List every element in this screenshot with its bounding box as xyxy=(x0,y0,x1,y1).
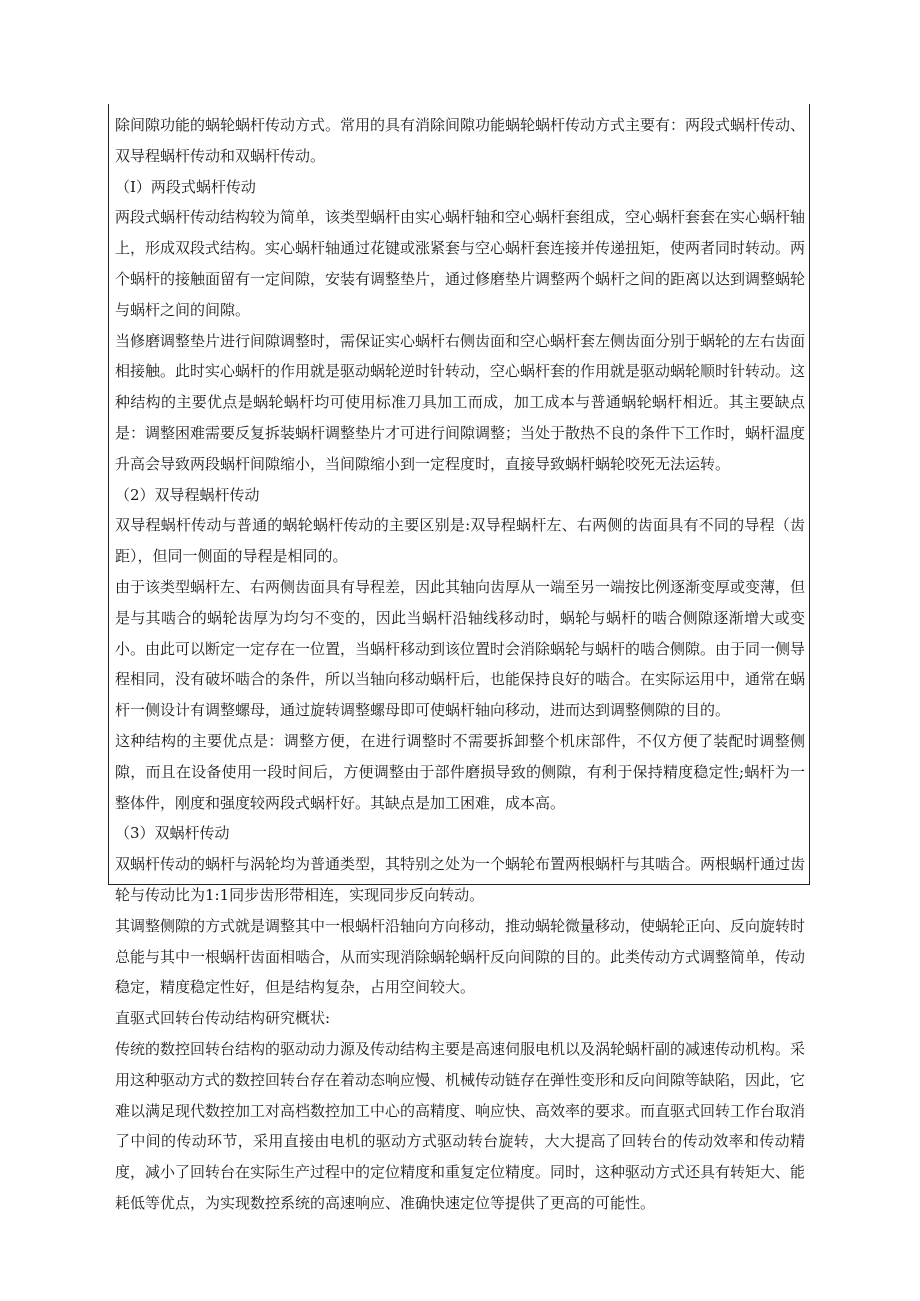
heading-dual-lead-worm: （2）双导程蜗杆传动 xyxy=(115,485,260,504)
paragraph-dual-lead-difference: 双导程蜗杆传动与普通的蜗轮蜗杆传动的主要区别是:双导程蜗杆左、右两侧的齿面具有不同的导程（齿距），但同一侧面的导程是相同的。 xyxy=(115,516,805,566)
heading-two-segment-worm: （I）两段式蜗杆传动 xyxy=(115,177,256,196)
heading-direct-drive-overview: 直驱式回转台传动结构研究概状: xyxy=(115,1009,331,1028)
document-table-cell xyxy=(108,104,810,1212)
paragraph-double-worm-adjustment: 其调整侧隙的方式就是调整其中一根蜗杆沿轴向方向移动，推动蜗轮微量移动，使蜗轮正向、反向旋转时总能与其中一根蜗杆齿面相啮合，从而实现消除蜗轮蜗杆反向间隙的目的。此类传动方式调整简单，传动稳定，精度稳定性好，但是结构复杂，占用空间较大。 xyxy=(115,916,806,997)
heading-double-worm: （3）双蜗杆传动 xyxy=(115,824,230,843)
paragraph-intro: 除间隙功能的蜗轮蜗杆传动方式。常用的具有消除间隙功能蜗轮蜗杆传动方式主要有：两段式蜗杆传动、双导程蜗杆传动和双蜗杆传动。 xyxy=(115,116,806,165)
paragraph-two-segment-structure: 两段式蜗杆传动结构较为简单，该类型蜗杆由实心蜗杆轴和空心蜗杆套组成，空心蜗杆套套在实心蜗杆轴上，形成双段式结构。实心蜗杆轴通过花键或涨紧套与空心蜗杆套连接并传递扭矩，使两者同时转动。两个蜗杆的接触面留有一定间隙，安装有调整垫片，通过修磨垫片调整两个蜗杆之间的距离以达到调整蜗轮与蜗杆之间的间隙。 xyxy=(115,208,806,319)
paragraph-direct-drive: 传统的数控回转台结构的驱动动力源及传动结构主要是高速伺服电机以及涡轮蜗杆副的减速传动机构。采用这种驱动方式的数控回转台存在着动态响应慢、机械传动链存在弹性变形和反向间隙等缺陷，因此，它难以满足现代数控加工对高档数控加工中心的高精度、响应快、高效率的要求。而直驱式回转工作台取消了中间的传动环节，采用直接由电机的驱动方式驱动转台旋转，大大提高了回转台的传动效率和传动精度，减小了回转台在实际生产过程中的定位精度和重复定位精度。同时，这种驱动方式还具有转矩大、能耗低等优点，为实现数控系统的高速响应、准确快速定位等提供了更高的可能性。 xyxy=(115,1039,806,1212)
paragraph-double-worm-structure: 双蜗杆传动的蜗杆与涡轮均为普通类型，其特别之处为一个蜗轮布置两根蜗杆与其啮合。两根蜗杆通过齿轮与传动比为1:1同步齿形带相连，实现同步反向转动。 xyxy=(115,855,806,904)
paragraph-dual-lead-pros-cons: 这种结构的主要优点是：调整方便，在进行调整时不需要拆卸整个机床部件，不仅方便了装配时调整侧隙，而且在设备使用一段时间后，方便调整由于部件磨损导致的侧隙，有利于保持精度稳定性;蜗杆为一整体件，刚度和强度较两段式蜗杆好。其缺点是加工困难，成本高。 xyxy=(115,731,805,812)
paragraph-dual-lead-principle: 由于该类型蜗杆左、右两侧齿面具有导程差，因此其轴向齿厚从一端至另一端按比例逐渐变厚或变薄，但是与其啮合的蜗轮齿厚为均匀不变的，因此当蜗杆沿轴线移动时，蜗轮与蜗杆的啮合侧隙逐渐增大或变小。由此可以断定一定存在一位置，当蜗杆移动到该位置时会消除蜗轮与蜗杆的啮合侧隙。由于同一侧导程相同，没有破坏啮合的条件，所以当轴向移动蜗杆后，也能保持良好的啮合。在实际运用中，通常在蜗杆一侧设计有调整螺母，通过旋转调整螺母即可使蜗杆轴向移动，进而达到调整侧隙的目的。 xyxy=(115,577,806,720)
paragraph-two-segment-adjustment: 当修磨调整垫片进行间隙调整时，需保证实心蜗杆右侧齿面和空心蜗杆套左侧齿面分别于蜗轮的左右齿面相接触。此时实心蜗杆的作用就是驱动蜗轮逆时针转动，空心蜗杆套的作用就是驱动蜗轮顺时针转动。这种结构的主要优点是蜗轮蜗杆均可使用标准刀具加工而成，加工成本与普通蜗轮蜗杆相近。其主要缺点是：调整困难需要反复拆装蜗杆调整垫片才可进行间隙调整；当处于散热不良的条件下工作时，蜗杆温度升高会导致两段蜗杆间隙缩小，当间隙缩小到一定程度时，直接导致蜗杆蜗轮咬死无法运转。 xyxy=(115,331,806,473)
document-body xyxy=(115,110,805,1219)
